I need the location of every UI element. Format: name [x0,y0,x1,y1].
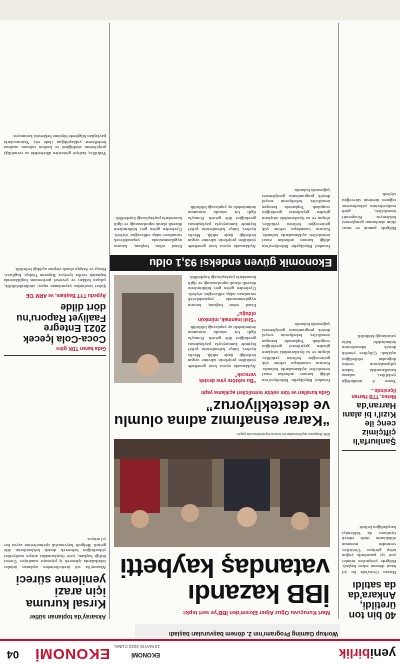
main-sub-column [188,264,256,383]
left-body-3: Bölgede pamuk ve mısır ekim alanlarının genişlemesi bekleniyor. Kooperatif temsilcileri, girdi maliyetlerinin yükselmesine rağmen üretimin süreceğini söyledi. [342,192,396,231]
left-column-rule [338,23,339,619]
main-body-b: Açıklamada ayrıca kent genelinde yürütülen projelerin takvime uygun ilerlediği ifade edildi. Meclis üyeleri, bütçe kalemlerinin şeffaf biçimde kamuoyuyla paylaşılması gerektiğini dile getirdi. Konuyla ilgili bir sonraki oturumun önümüzdeki ay yapılacağı bildirildi. [188,325,256,369]
main-body-c: Esnaf odası başkanı, kararın uygulanmasında yaşanabilecek sorunların takip edileceğini söyledi. Üyelerden gelen geri bildirimlerin düzenli olarak raporlanacağı ve ilgili kurumlarla paylaşılacağı kaydedildi. [188,275,256,308]
main-kicker: Mart Kuruçuvu Oğuz Alper Ekrem'den İBB'ye sert tepki: [182,609,330,615]
section-title: EKONOMİ [34,645,110,662]
newspaper-logo [339,646,396,661]
footer-strip [0,0,400,20]
right-headline-2: Coca-Cola İçecek 2021 Entegre Faaliyet Raporu'nu dört dilde [16,301,106,344]
right-column [4,46,106,619]
left-top-headline: 40 bin ton üretildi, Ankara'da da satıldı [348,579,396,620]
logo-main: yeni [369,646,396,661]
main-photo-caption: İBB Başkanı açıklamalarını basın toplantısında yaptı. [236,432,330,437]
left-body-1: Harran Ovası'nda bu yıl hasat dönemi erken başladı. Bölgede yetiştirilen ürünler yurt içi pazarlarda yoğun talep görüyor. Üreticiler, verimden memnun olduklarını ifade ederek fiyatların da beklentiyi karşıladığını belirtti. [342,525,396,575]
band-body-2: Açıklamada ayrıca kent genelinde yürütülen projelerin takvime uygun ilerlediği ifade edildi. Meclis üyeleri, bütçe kalemlerinin şeffaf biçimde kamuoyuyla paylaşılması gerektiğini dile getirdi. Konuyla ilgili bir sonraki oturumun önümüzdeki ay yapılacağı bildirildi. [188,204,256,249]
main-photo [114,439,330,547]
left-mid-headline: Şanlıurfa'lı çiftçimiz cenç ile Kızıl'ı bi alanı Harran'da [342,401,396,447]
main-headline: İBB kazandı vatandaş kaybetti [120,553,330,609]
index-band-text: Ekonomik güven endeksi 93,1 oldu [149,256,332,268]
right-sub-kicker: Gıda kararı TDK göre [55,345,106,351]
left-divider-1 [342,450,396,451]
main-side-photo [114,275,182,383]
main-side-photo-image [114,275,182,383]
quote-headline: “Karar esnafımız adına olumlu ve destekliyoruz” [114,397,330,429]
band-body-1: İstanbul Büyükşehir Belediyesi'nin aldığı kararın ardından esnaf temsilcileri açıklamalarda bulundu. Kararın vatandaşın cebine yük getireceğini belirten yetkililer, ulaşım ve su fiyatlarındaki artışların gözden geçirilmesi gerektiğini vurguladı. Toplantıda konuşan temsilciler, belediyenin sosyal destek programlarını genişletmesi çağrısında bulundu. [262,188,330,249]
left-body-2: Tarım il müdürlüğü yetkilileri, sulama kanallarındaki bakım çalışmalarının verimi doğrudan etkilediğini açıkladı. Çiftçilere yönelik destek ödemelerinin önümüzdeki hafta yatırılacağı bildirildi. [342,334,396,384]
main-photo-image [114,439,330,547]
right-column-rule [109,23,110,619]
right-divider [4,355,106,356]
left-mid-sub: Meteo, TTB Harran ilçesinde... [351,387,396,399]
right-headline: Kırsal kuruma için arazi yenileme süreci [15,573,106,611]
gaming-headline: Workup Gaming Programı'nın 2. dönem başvuruları başladı [168,630,338,636]
left-column [342,81,396,619]
page-number: 04 [6,648,19,660]
right-body-3: Yetkililer, faaliyet gösterilen ülkelerdeki su verimliliği projelerinin sürdüğünü ve karbon salımını azaltma hedeflerine yaklaşıldığını ifade etti. Yatırımcılarla paylaşılan bilgilerde büyüme beklentisi korunuyor. [4,134,106,156]
right-kicker: Aksaray'da toplanan sütler [29,613,106,619]
right-body-2: Şirket tarafından yayımlanan rapor; sürdürülebilirlik, çalışan hakları ve çevresel performans başlıklarında kapsamlı veriler içeriyor. Raporun Türkçe, İngilizce, Rusça ve Arapça olarak erişime açıldığı belirtildi. [4,267,106,289]
main-sub-head-1: “Bu sektöre yine destek verecek” [199,371,256,383]
band-body-3: Esnaf odası başkanı, kararın uygulanmasında yaşanabilecek sorunların takip edileceğini söyledi. Üyelerden gelen geri bildirimlerin düzenli olarak raporlanacağı ve ilgili kurumlarla paylaşılacağı kaydedildi. [114,216,182,249]
main-sub-head-2: “Sisli inanmak, mümkün olduğu” [197,310,256,322]
issue-date: 13 MAYIS 2022 CUMA [114,644,160,649]
right-sub-red: Aypedu TYT Başkanı, ve ARM 'DE [25,292,106,298]
quote-sub: Gıda kuralları ve tüm sektör temsilcileri açıklama yaptı [201,389,330,395]
logo-accent: birlik [338,646,370,661]
right-body-1: Aksaray'da süt üreticilerinden toplanan ürünler fabrikalarda işlenerek iç piyasaya sunuluyor. Üretici birliği başkanı, yem fiyatlarındaki artışın maliyetleri yükselttiğini belirterek destek beklentilerini dile getirdi. Bölgede hayvancılık işletmelerinin sayısı her yıl artıyor. [4,537,106,570]
main-body-a: İstanbul Büyükşehir Belediyesi'nin aldığı kararın ardından esnaf temsilcileri açıklamalarda bulundu. Kararın vatandaşın cebine yük getireceğini belirten yetkililer, ulaşım ve su fiyatlarındaki artışların gözden geçirilmesi gerektiğini vurguladı. Toplantıda konuşan temsilciler, belediyenin sosyal destek programlarını genişletmesi çağrısında bulundu. [262,322,330,383]
section-label-small: EKONOMİ [131,651,160,657]
